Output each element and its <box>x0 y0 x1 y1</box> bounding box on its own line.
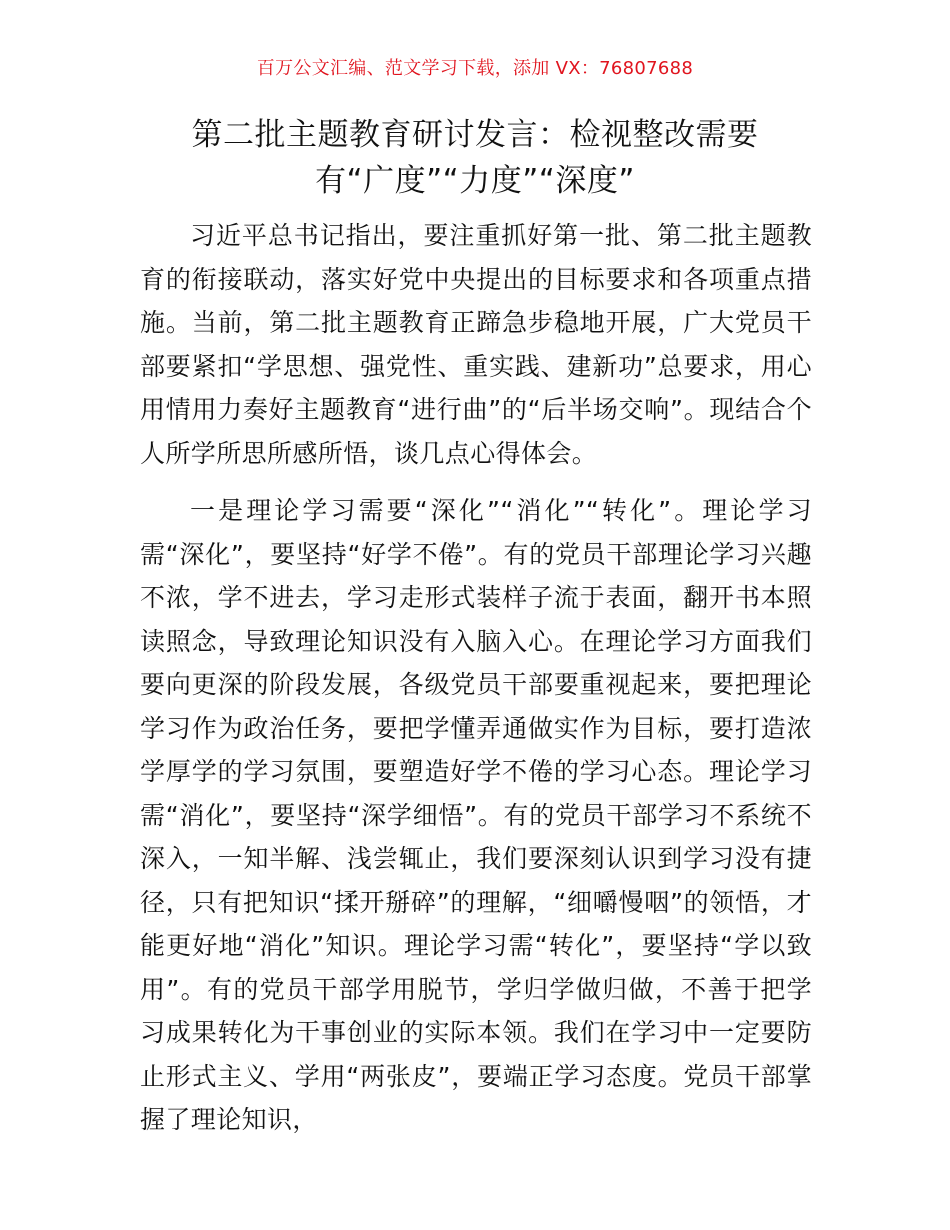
header-banner: 百万公文汇编、范文学习下载，添加 VX：76807688 <box>256 58 694 79</box>
document-title <box>140 112 810 204</box>
title-line-1: 第二批主题教育研讨发言：检视整改需要 <box>191 117 759 153</box>
title-line-2: 有“广度”“力度”“深度” <box>315 163 635 199</box>
paragraph-theory-study: 一是理论学习需要“深化”“消化”“转化”。理论学习需“深化”，要坚持“好学不倦”。有的党员干部理论学习兴趣不浓，学不进去，学习走形式装样子流于表面，翻开书本照读照念，导致理论知识没有入脑入心。在理论学习方面我们要向更深的阶段发展，各级党员干部要重视起来，要把理论学习作为政治任务，要把学懂弄通做实作为目标，要打造浓学厚学的学习氛围，要塑造好学不倦的学习心态。理论学习需“消化”，要坚持“深学细悟”。有的党员干部学习不系统不深入，一知半解、浅尝辄止，我们要深刻认识到学习没有捷径，只有把知识“揉开掰碎”的理解，“细嚼慢咽”的领悟，才能更好地“消化”知识。理论学习需“转化”，要坚持“学以致用”。有的党员干部学用脱节，学归学做归做，不善于把学习成果转化为干事创业的实际本领。我们在学习中一定要防止形式主义、学用“两张皮”，要端正学习态度。党员干部掌握了理论知识， <box>140 496 812 1134</box>
paragraph-intro: 习近平总书记指出，要注重抓好第一批、第二批主题教育的衔接联动，落实好党中央提出的目标要求和各项重点措施。当前，第二批主题教育正蹄急步稳地开展，广大党员干部要紧扣“学思想、强党性、重实践、建新功”总要求，用心用情用力奏好主题教育“进行曲”的“后半场交响”。现结合个人所学所思所感所悟，谈几点心得体会。 <box>140 221 812 468</box>
document-body <box>140 214 812 1142</box>
